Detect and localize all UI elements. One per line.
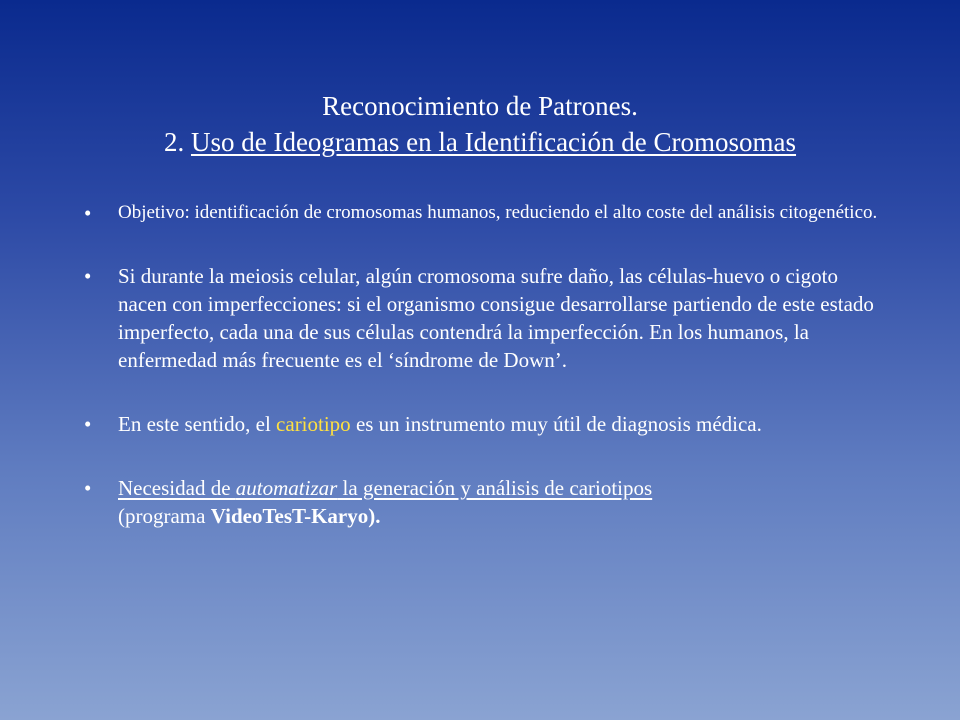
title-line-1: Reconocimiento de Patrones.: [322, 91, 638, 121]
title-line-2: [0, 124, 960, 160]
title-line-2-underlined: Uso de Ideogramas en la Identificación de Cromosomas: [190, 127, 797, 157]
program-name: VideoTesT-Karyo).: [210, 504, 381, 528]
underlined-text-2: la generación y análisis de cariotipos: [337, 476, 653, 500]
program-text: (programa: [118, 504, 211, 528]
bullet-list: [84, 200, 884, 566]
bullet-cariotipo: [84, 410, 884, 438]
bullet-meiosis: [84, 262, 884, 374]
bullet-dot: •: [84, 412, 92, 436]
bullet-objetivo: [84, 200, 884, 226]
bullet-text-after: es un instrumento muy útil de diagnosis médica.: [350, 412, 762, 436]
italic-underlined-term: automatizar: [235, 476, 338, 500]
highlighted-term: cariotipo: [276, 412, 351, 436]
title-line-2-prefix: 2.: [163, 127, 191, 157]
bullet-dot: •: [84, 264, 92, 288]
bullet-dot: •: [84, 476, 92, 500]
bullet-text-before: En este sentido, el: [118, 412, 277, 436]
bullet-dot: •: [84, 201, 92, 225]
underlined-text-1: Necesidad de: [118, 476, 236, 500]
slide-title: [0, 88, 960, 160]
bullet-text: Si durante la meiosis celular, algún cromosoma sufre daño, las células-huevo o cigoto nacen con imperfecciones: si el organismo consigue desarrollarse partiendo de este estado imperfecto, cada una de sus células contendrá la imperfección. En los humanos, la enfermedad más frecuente es el ‘síndrome de Down’.: [118, 264, 874, 372]
bullet-automatizar: [84, 474, 884, 530]
bullet-text: Objetivo: identificación de cromosomas humanos, reduciendo el alto coste del análisis citogenético.: [118, 202, 878, 223]
